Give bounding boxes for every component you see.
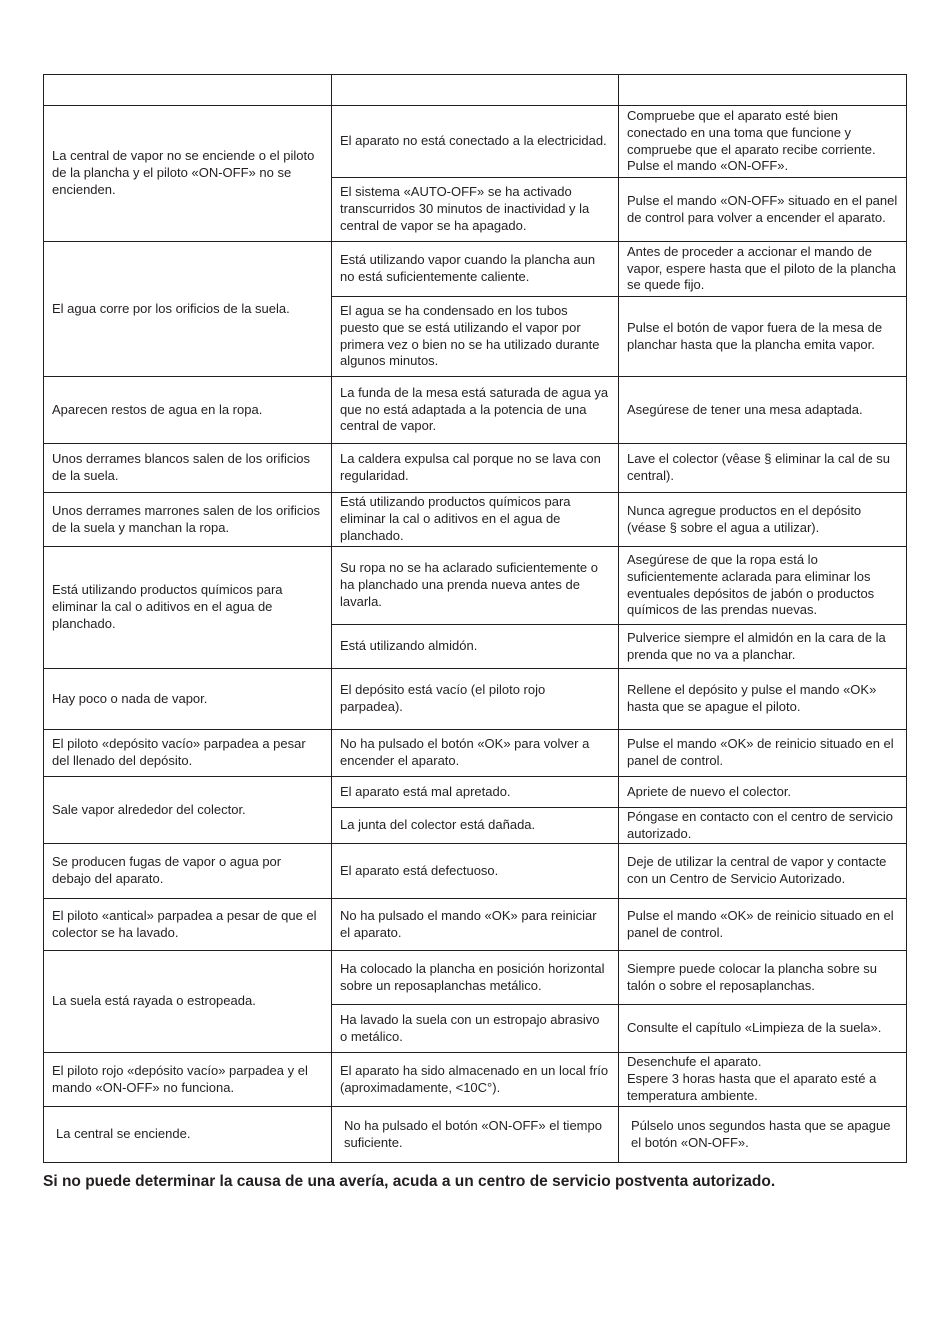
cause-cell: Ha colocado la plancha en posición horizontal sobre un reposaplanchas metálico. (332, 951, 619, 1005)
cause-cell: Ha lavado la suela con un estropajo abrasivo o metálico. (332, 1005, 619, 1053)
solution-cell: Pulse el mando «OK» de reinicio situado en el panel de control. (619, 899, 907, 951)
table-row (44, 844, 907, 899)
solution-cell: Pulse el botón de vapor fuera de la mesa de planchar hasta que la plancha emita vapor. (619, 297, 907, 377)
cause-cell: La funda de la mesa está saturada de agua ya que no está adaptada a la potencia de una central de vapor. (332, 377, 619, 444)
problem-cell: El piloto rojo «depósito vacío» parpadea y el mando «ON-OFF» no funciona. (44, 1053, 332, 1107)
solution-cell: Póngase en contacto con el centro de servicio autorizado. (619, 808, 907, 844)
solution-cell: Nunca agregue productos en el depósito (véase § sobre el agua a utilizar). (619, 493, 907, 547)
table-row (44, 547, 907, 625)
cause-cell: El sistema «AUTO-OFF» se ha activado transcurridos 30 minutos de inactividad y la central de vapor se ha apagado. (332, 178, 619, 242)
solution-cell: Siempre puede colocar la plancha sobre su talón o sobre el reposaplanchas. (619, 951, 907, 1005)
problem-cell: El agua corre por los orificios de la suela. (44, 242, 332, 377)
footer-note: Si no puede determinar la causa de una avería, acuda a un centro de servicio postventa autorizado. (43, 1173, 776, 1190)
solution-cell: Rellene el depósito y pulse el mando «OK» hasta que se apague el piloto. (619, 669, 907, 730)
problem-cell: Aparecen restos de agua en la ropa. (44, 377, 332, 444)
cause-cell: Está utilizando almidón. (332, 625, 619, 669)
table-row (44, 1053, 907, 1107)
problem-cell: Hay poco o nada de vapor. (44, 669, 332, 730)
solution-cell: Pulse el mando «ON-OFF» situado en el panel de control para volver a encender el aparato. (619, 178, 907, 242)
problem-cell: La suela está rayada o estropeada. (44, 951, 332, 1053)
problem-cell: La central de vapor no se enciende o el piloto de la plancha y el piloto «ON-OFF» no se encienden. (44, 106, 332, 242)
cause-cell: El aparato está mal apretado. (332, 777, 619, 808)
problem-cell: Unos derrames blancos salen de los orificios de la suela. (44, 444, 332, 493)
cause-cell: Está utilizando vapor cuando la plancha aun no está suficientemente caliente. (332, 242, 619, 297)
solution-cell: Compruebe que el aparato esté bien conectado en una toma que funcione y compruebe que el aparato recibe corriente. Pulse el mando «ON-OFF». (619, 106, 907, 178)
cause-cell: No ha pulsado el botón «OK» para volver a encender el aparato. (332, 730, 619, 777)
table-row (44, 444, 907, 493)
solution-cell: Desenchufe el aparato. Espere 3 horas hasta que el aparato esté a temperatura ambiente. (619, 1053, 907, 1107)
cause-cell: El aparato está defectuoso. (332, 844, 619, 899)
header-cause (332, 75, 619, 106)
solution-cell: Púlselo unos segundos hasta que se apague el botón «ON-OFF». (619, 1107, 907, 1163)
problem-cell: El piloto «antical» parpadea a pesar de que el colector se ha lavado. (44, 899, 332, 951)
cause-cell: Su ropa no se ha aclarado suficientemente o ha planchado una prenda nueva antes de lavarla. (332, 547, 619, 625)
table-row (44, 899, 907, 951)
problem-cell: Unos derrames marrones salen de los orificios de la suela y manchan la ropa. (44, 493, 332, 547)
problem-cell: Se producen fugas de vapor o agua por debajo del aparato. (44, 844, 332, 899)
table-row (44, 951, 907, 1005)
problem-cell: La central se enciende. (44, 1107, 332, 1163)
cause-cell: El agua se ha condensado en los tubos puesto que se está utilizando el vapor por primera vez o bien no se ha utilizado durante algunos minutos. (332, 297, 619, 377)
solution-cell: Asegúrese de tener una mesa adaptada. (619, 377, 907, 444)
header-problem (44, 75, 332, 106)
table-row (44, 242, 907, 297)
cause-cell: El aparato ha sido almacenado en un local frío (aproximadamente, <10C°). (332, 1053, 619, 1107)
problem-cell: Está utilizando productos químicos para eliminar la cal o aditivos en el agua de planchado. (44, 547, 332, 669)
problem-cell: El piloto «depósito vacío» parpadea a pesar del llenado del depósito. (44, 730, 332, 777)
problem-cell: Sale vapor alrededor del colector. (44, 777, 332, 844)
solution-cell: Pulverice siempre el almidón en la cara de la prenda que no va a planchar. (619, 625, 907, 669)
table-row (44, 377, 907, 444)
header-solution (619, 75, 907, 106)
cause-cell: La caldera expulsa cal porque no se lava con regularidad. (332, 444, 619, 493)
solution-cell: Lave el colector (vêase § eliminar la cal de su central). (619, 444, 907, 493)
troubleshooting-table (43, 74, 907, 1163)
cause-cell: El aparato no está conectado a la electricidad. (332, 106, 619, 178)
table-row (44, 1107, 907, 1163)
table-row (44, 730, 907, 777)
table-header-row (44, 75, 907, 106)
solution-cell: Antes de proceder a accionar el mando de vapor, espere hasta que el piloto de la plancha se quede fijo. (619, 242, 907, 297)
cause-cell: La junta del colector está dañada. (332, 808, 619, 844)
cause-cell: El depósito está vacío (el piloto rojo parpadea). (332, 669, 619, 730)
table-row (44, 493, 907, 547)
solution-cell: Pulse el mando «OK» de reinicio situado en el panel de control. (619, 730, 907, 777)
cause-cell: No ha pulsado el mando «OK» para reiniciar el aparato. (332, 899, 619, 951)
table-row (44, 777, 907, 808)
solution-cell: Asegúrese de que la ropa está lo suficientemente aclarada para eliminar los eventuales depósitos de jabón o productos químicos de las prendas nuevas. (619, 547, 907, 625)
cause-cell: Está utilizando productos químicos para eliminar la cal o aditivos en el agua de planchado. (332, 493, 619, 547)
solution-cell: Apriete de nuevo el colector. (619, 777, 907, 808)
cause-cell: No ha pulsado el botón «ON-OFF» el tiempo suficiente. (332, 1107, 619, 1163)
solution-cell: Deje de utilizar la central de vapor y contacte con un Centro de Servicio Autorizado. (619, 844, 907, 899)
solution-cell: Consulte el capítulo «Limpieza de la suela». (619, 1005, 907, 1053)
table-row (44, 669, 907, 730)
table-row (44, 106, 907, 178)
